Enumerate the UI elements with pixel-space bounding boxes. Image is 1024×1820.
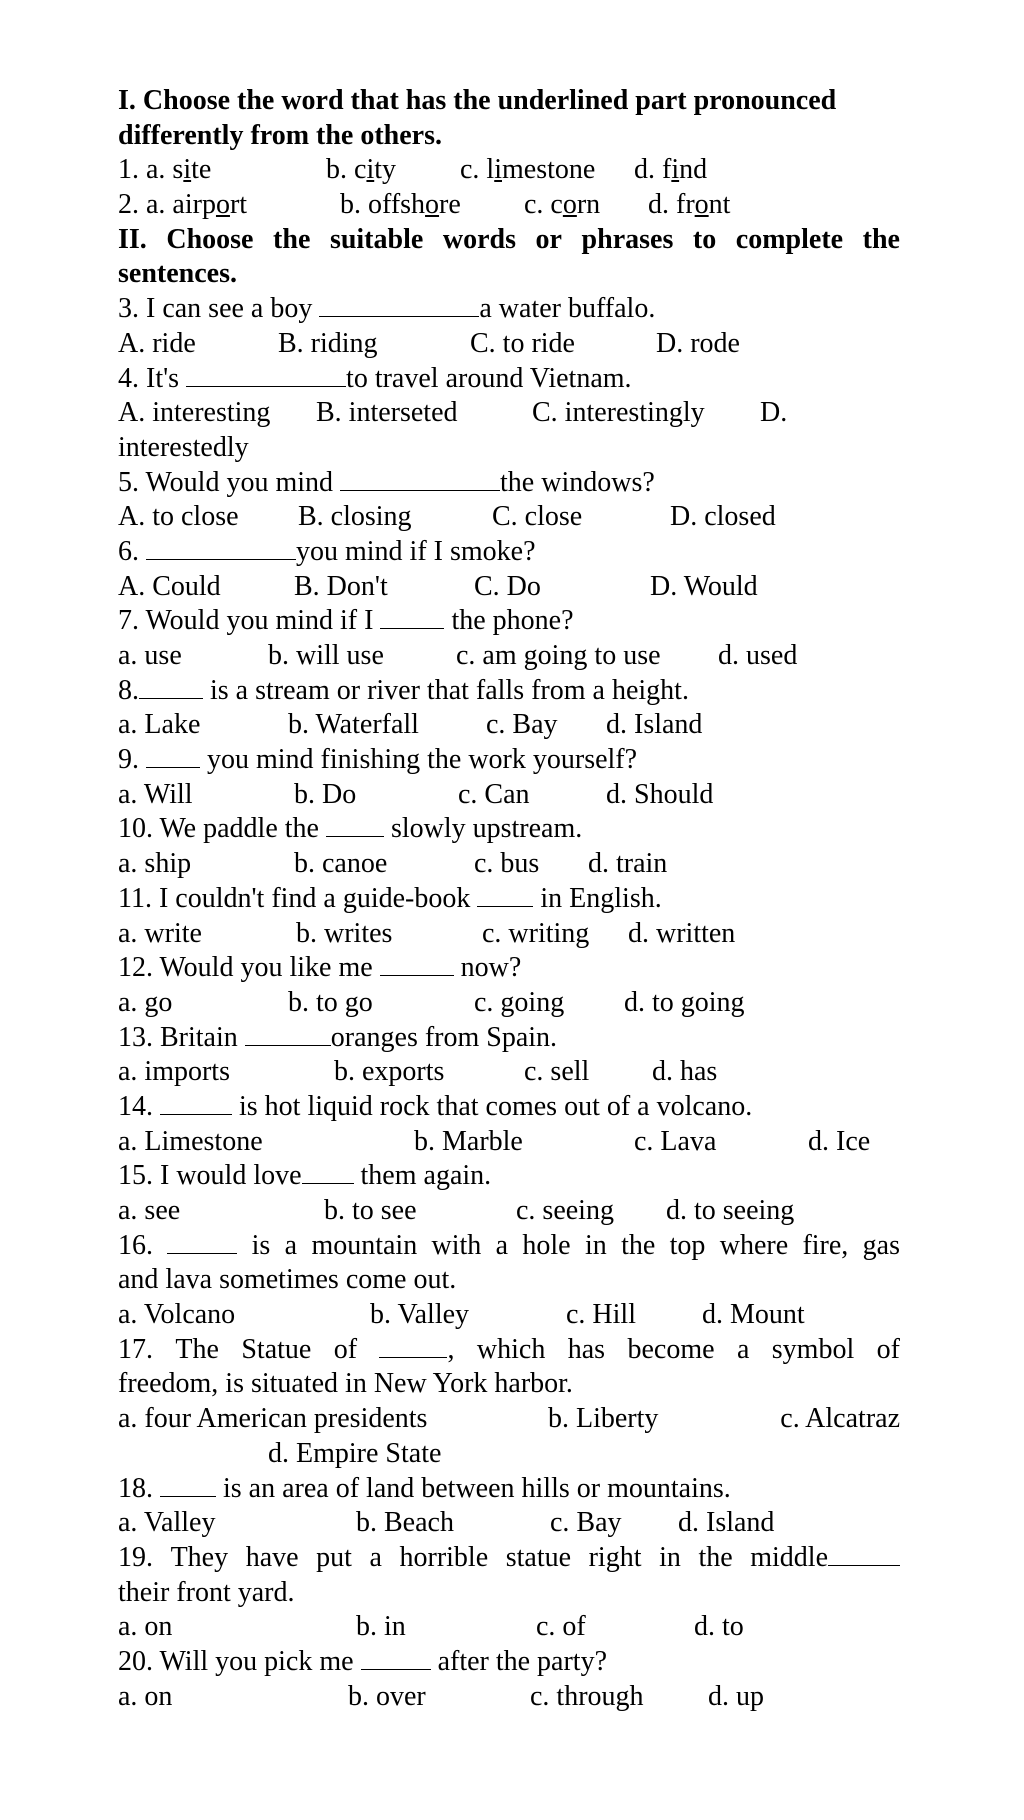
answer-blank [319, 292, 479, 317]
question-18-options [118, 1506, 900, 1541]
question-17: 17. The Statue of , which has become a symbol of [118, 1333, 900, 1365]
option-a: a. Valley [118, 1507, 216, 1539]
option-d: d. Should [606, 778, 714, 810]
question-14: 14. is hot liquid rock that comes out of a volcano. [118, 1090, 753, 1122]
option-a: a. on [118, 1680, 173, 1712]
option-d: D. closed [670, 501, 776, 533]
option-b: b. in [356, 1611, 406, 1643]
option-c: c. Lava [634, 1125, 717, 1157]
worksheet [118, 84, 900, 1714]
question-14-options [118, 1125, 900, 1160]
option-d: D. Would [650, 570, 758, 602]
option-d: d. to going [624, 986, 745, 1018]
question-13: 13. Britain oranges from Spain. [118, 1021, 558, 1053]
option-a: a. on [118, 1611, 173, 1643]
question-16-options [118, 1298, 900, 1333]
section-2-heading-line-1: II. Choose the suitable words or phrases to complete the [118, 223, 900, 255]
question-6: 6. you mind if I smoke? [118, 535, 536, 567]
answer-blank [160, 1090, 232, 1115]
option-b: b. city [326, 154, 396, 186]
question-18: 18. is an area of land between hills or mountains. [118, 1472, 731, 1504]
answer-blank [828, 1541, 900, 1566]
question-19-options [118, 1610, 900, 1645]
option-d: d. written [628, 917, 736, 949]
question-4: 4. It's to travel around Vietnam. [118, 362, 632, 394]
question-12-options [118, 986, 900, 1021]
option-c: C. Do [474, 570, 541, 602]
answer-blank [146, 743, 200, 768]
answer-blank [139, 674, 203, 699]
option-b: b. over [348, 1680, 426, 1712]
question-5-options [118, 500, 900, 535]
question-12: 12. Would you like me now? [118, 952, 522, 984]
option-d: d. find [634, 154, 708, 186]
question-6-options [118, 570, 900, 605]
answer-blank [379, 1333, 447, 1358]
question-19-line-2: their front yard. [118, 1576, 295, 1608]
answer-blank [167, 1229, 237, 1254]
option-d: d. up [708, 1680, 764, 1712]
question-15-options [118, 1194, 900, 1229]
question-9: 9. you mind finishing the work yourself? [118, 744, 638, 776]
answer-blank [477, 882, 533, 907]
option-a: a. Will [118, 778, 193, 810]
option-a: a. Limestone [118, 1125, 263, 1157]
question-16: 16. is a mountain with a hole in the top where fire, gas [118, 1229, 900, 1261]
question-16-line-2: and lava sometimes come out. [118, 1264, 457, 1296]
option-b: B. interseted [316, 397, 458, 429]
question-11: 11. I couldn't find a guide-book in English. [118, 882, 662, 914]
option-c: c. writing [482, 917, 590, 949]
option-c: c. Bay [486, 709, 558, 741]
option-b: b. Valley [370, 1299, 470, 1331]
answer-blank [361, 1645, 431, 1670]
option-c: c. limestone [460, 154, 596, 186]
option-b: b. Waterfall [288, 709, 419, 741]
option-b: b. canoe [294, 848, 388, 880]
question-3: 3. I can see a boy a water buffalo. [118, 293, 656, 325]
option-d: d. used [718, 640, 798, 671]
option-a: 2. a. airport [118, 189, 248, 221]
section-2-heading-line-2: sentences. [118, 258, 237, 290]
option-c: c. Alcatraz [780, 1403, 900, 1435]
option-c: c. sell [524, 1056, 590, 1088]
question-20: 20. Will you pick me after the party? [118, 1645, 608, 1677]
option-d: d. Empire State [268, 1437, 442, 1469]
answer-blank [302, 1159, 354, 1184]
option-c: c. through [530, 1680, 644, 1712]
option-a: 1. a. site [118, 154, 212, 186]
option-a: a. write [118, 917, 202, 949]
option-d: d. Island [678, 1507, 775, 1539]
option-a: a. see [118, 1195, 181, 1226]
question-4-options [118, 396, 900, 431]
option-b: b. will use [268, 640, 384, 671]
option-a: a. imports [118, 1056, 230, 1088]
option-d: D. rode [656, 327, 740, 359]
option-a: a. ship [118, 848, 192, 880]
option-d: d. to [694, 1611, 744, 1643]
option-a: A. to close [118, 501, 239, 533]
option-d: d. train [588, 848, 668, 880]
option-d: d. Ice [808, 1125, 871, 1157]
question-15: 15. I would love them again. [118, 1160, 492, 1192]
option-c: c. Can [458, 778, 530, 810]
question-17-line-2: freedom, is situated in New York harbor. [118, 1368, 573, 1400]
option-a: a. use [118, 640, 182, 671]
option-d: D. [760, 397, 788, 429]
option-c: c. going [474, 986, 565, 1018]
option-b: B. Don't [294, 570, 388, 602]
question-19: 19. They have put a horrible statue right in the middle [118, 1541, 900, 1576]
option-a: A. interesting [118, 397, 271, 429]
option-a: A. Could [118, 570, 221, 602]
section-1-heading-line-1: I. Choose the word that has the underlined part pronounced [118, 85, 837, 116]
answer-blank [340, 466, 500, 491]
option-d: d. to seeing [666, 1195, 795, 1226]
question-7: 7. Would you mind if I the phone? [118, 605, 574, 637]
question-2 [118, 188, 900, 223]
option-b: b. to go [288, 986, 373, 1018]
question-9-options [118, 778, 900, 813]
answer-blank [380, 951, 454, 976]
option-b: b. Beach [356, 1507, 454, 1539]
option-c: c. of [536, 1611, 586, 1643]
question-10: 10. We paddle the slowly upstream. [118, 813, 583, 845]
option-b: b. Liberty [548, 1403, 659, 1435]
question-11-options [118, 917, 900, 952]
question-20-options [118, 1680, 900, 1715]
question-13-options [118, 1055, 900, 1090]
option-b: b. exports [334, 1056, 445, 1088]
option-a: A. ride [118, 327, 196, 359]
option-b: b. offshore [340, 189, 461, 221]
question-5: 5. Would you mind the windows? [118, 466, 655, 498]
question-1 [118, 153, 900, 188]
option-c: C. interestingly [532, 397, 705, 429]
answer-blank [245, 1021, 331, 1046]
option-a: a. Volcano [118, 1299, 236, 1331]
question-10-options [118, 847, 900, 882]
answer-blank [186, 362, 346, 387]
question-4-option-d-wrap: interestedly [118, 431, 249, 463]
question-17-options [118, 1402, 900, 1437]
question-3-options [118, 327, 900, 362]
option-b: b. writes [296, 917, 393, 949]
section-1-heading-line-2: differently from the others. [118, 119, 442, 151]
option-b: B. closing [298, 501, 412, 533]
option-c: C. to ride [470, 327, 575, 359]
option-b: B. riding [278, 327, 378, 359]
option-c: c. corn [524, 189, 601, 221]
option-c: c. seeing [516, 1195, 614, 1226]
option-d: d. front [648, 189, 731, 221]
option-a: a. Lake [118, 709, 201, 741]
option-b: b. Marble [414, 1125, 523, 1157]
question-8-options [118, 708, 900, 743]
answer-blank [146, 535, 296, 560]
answer-blank [160, 1472, 216, 1497]
option-d: d. Mount [702, 1299, 805, 1331]
option-b: b. Do [294, 778, 357, 810]
question-7-options [118, 639, 900, 674]
option-d: d. Island [606, 709, 703, 741]
option-b: b. to see [324, 1195, 417, 1226]
option-d: d. has [652, 1056, 718, 1088]
answer-blank [326, 812, 384, 837]
option-c: c. Bay [550, 1507, 622, 1539]
option-a: a. four American presidents [118, 1403, 428, 1435]
option-c: c. Hill [566, 1299, 636, 1331]
answer-blank [380, 604, 444, 629]
option-a: a. go [118, 986, 173, 1018]
option-c: C. close [492, 501, 583, 533]
option-c: c. am going to use [456, 640, 661, 671]
question-17-options-wrap [118, 1437, 900, 1472]
question-8: 8. is a stream or river that falls from a height. [118, 674, 689, 706]
option-c: c. bus [474, 848, 540, 880]
